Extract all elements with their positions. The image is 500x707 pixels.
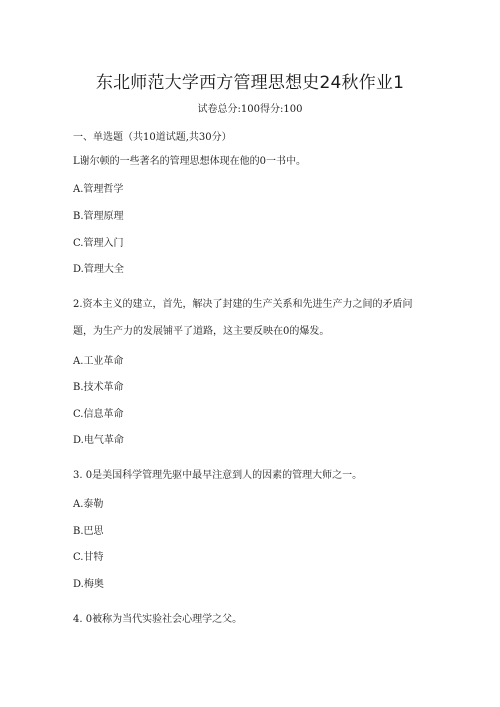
question-1-option-b: B.管理原理: [73, 211, 124, 222]
question-4-stem: 4. 0被称为当代实验社会心理学之父。: [73, 614, 243, 625]
question-1-option-d: D.管理大全: [73, 264, 124, 275]
question-2-option-c: C.信息革命: [73, 409, 124, 420]
question-3-option-b: B.巴思: [73, 526, 104, 537]
question-2-option-a: A.工业革命: [73, 356, 124, 367]
question-1-option-c: C.管理入门: [73, 238, 124, 249]
question-2-stem-line-2: 题，为生产力的发展铺平了道路，这主要反映在0的爆发。: [73, 326, 330, 337]
document-title: 东北师范大学西方管理思想史24秋作业1: [95, 73, 405, 93]
question-2-stem-line-1: 2.资本主义的建立，首先，解决了封建的生产关系和先进生产力之间的矛盾问: [73, 299, 413, 310]
question-1-option-a: A.管理哲学: [73, 184, 124, 195]
question-2-option-b: B.技术革命: [73, 382, 124, 393]
question-3-stem: 3. 0是美国科学管理先驱中最早注意到人的因素的管理大师之一。: [73, 470, 363, 481]
question-1-stem: L谢尔顿的一些著名的管理思想体现在他的0一书中。: [73, 156, 307, 167]
question-3-option-d: D.梅奥: [73, 579, 104, 590]
section-heading: 一、单选题（共10道试题,共30分）: [73, 132, 232, 143]
question-3-option-c: C.甘特: [73, 552, 104, 563]
score-line: 试卷总分:100得分:100: [197, 104, 303, 115]
question-2-option-d: D.电气革命: [73, 435, 124, 446]
question-3-option-a: A.泰勒: [73, 499, 104, 510]
